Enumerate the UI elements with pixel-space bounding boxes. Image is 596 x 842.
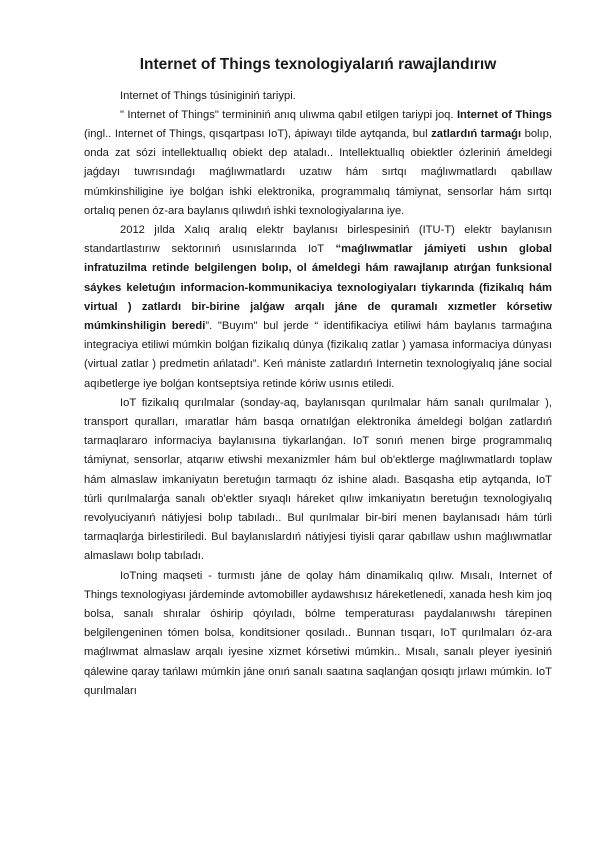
paragraph-text: 2012 jılda Xalıq aralıq elektr baylanısı birlespesiniń (ITU-T) elektr baylanısın standartlastırıw sektorınıń usınıslarında IoT bbox=[84, 224, 552, 256]
paragraph bbox=[84, 106, 552, 221]
paragraph-text: IoT fizikalıq qurılmalar (sonday-aq, baylanısqan qurılmalar hám sanalı qurılmalar ), transport quralları, ımaratlar hám basqa ornatılǵan elektronika ámeldegi bolǵan zatlardıń tarmaqlararo informaciya baylanısına tiykarlanǵan. IoT sonıń menen birge programmalıq támiynat, sensorlar, atqarıw etiwshi mexanizmler hám bul ob'ektlerge maǵlıwmatlardı toplaw hám almaslaw imkaniyatın beretuǵın tarmaqtı óz ishine aladı. Basqasha etip aytqanda, IoT túrli qurılmalarǵa sanalı ob'ektler sıyaqlı háreket qılıw imkaniyatın beretuǵın texnologiyalıq revolyuciyanıń nátiyjesi bolıp tabıladı.. Bul qurılmalar bir-biri menen baylanısadı hám túrli tarmaqlarǵa birlestiriledi. Bul baylanıslardıń nátiyjesi tiyisli qarar qabıllaw ushın maǵlıwmatlar almaslawı bolıp tabıladı. bbox=[84, 396, 552, 563]
paragraph bbox=[84, 567, 552, 701]
paragraph bbox=[84, 221, 552, 394]
paragraph-text: bolıp, onda zat sózi intellektuallıq obiekt dep ataladı.. Intellektuallıq obiektler ózleriniń ámeldegi jaǵdayı tuwrısındaǵı maǵlıwmatlardı uzatıw hám sırtqı maǵlıwmatlardı qabıllaw múmkinshiligine iye bolǵan ishki elektronika, programmalıq támiynat, sensorlar hám sırtqı ortalıq penen óz-ara baylanıs qılıwdıń ishki texnologiyalarına iye. bbox=[84, 128, 552, 217]
document-body bbox=[84, 106, 552, 701]
bold-term: zatlardıń tarmaǵı bbox=[431, 128, 522, 140]
section-subtitle: Internet of Things túsiniginiń tariypi. bbox=[120, 89, 296, 102]
paragraph-text: ”. "Buyım" bul jerde “ identifikaciya etiliwi hám baylanıs tarmaǵına integraciya etiliwi múmkin bolǵan fizikalıq dúnya (fizikalıq zatlar ) yamasa informaciya dúnyası (virtual zatlar ) predmetin ańlatadı”. Keń mániste zatlardıń Internetin texnologiyalıq jáne social aqıbetlerge iye bolǵan kontseptsiya retinde kóriw usınıs etiledi. bbox=[84, 320, 552, 390]
paragraph-text: " Internet of Things" termininiń anıq ulıwma qabıl etilgen tariypi joq. bbox=[120, 108, 457, 121]
paragraph-text: (ingl.. Internet of Things, qısqartpası IoT), ápiwayı tilde aytqanda, bul bbox=[84, 128, 432, 140]
document-title: Internet of Things texnologiyalarıń rawajlandırıw bbox=[139, 56, 497, 73]
paragraph-text: IoTning maqseti - turmıstı jáne de qolay hám dinamikalıq qılıw. Mısalı, Internet of Things texnologiyası járdeminde avtomobiller aydawshısız háreketlenedi, xanada hesh kim joq bolsa, sanalı shıralar óshirip qóyıladı, bólme temperaturası paydalanıwshı tárepinen belgilengeninen tómen bolsa, konditsioner qosıladı.. Bunnan tısqarı, IoT qurılmaları óz-ara maǵlıwmat almaslaw arqalı iyesine xizmet kórsetiwi múmkin.. Mısalı, sanalı pleyer iyesiniń qálewine qaray tańlawı múmkin jáne onıń sanalı saatına saqlanǵan qosıqtı jırlawı múmkin. IoT qurılmaları bbox=[84, 569, 552, 697]
bold-term: Internet of Things bbox=[456, 108, 553, 121]
paragraph bbox=[84, 394, 552, 567]
bold-term: “maǵlıwmatlar jámiyeti ushın global infratuzilma retinde belgilengen bolıp, ol ámeldegi hám rawajlanıp atırǵan funksional sáykes keletuǵın informacion-kommunikaciya texnologiyaları tiykarında (fizikalıq hám virtual ) zatlardı bir-birine jalǵaw arqalı jáne de quramalı xızmetler kórsetiw múmkinshiligin beredi bbox=[84, 243, 552, 333]
